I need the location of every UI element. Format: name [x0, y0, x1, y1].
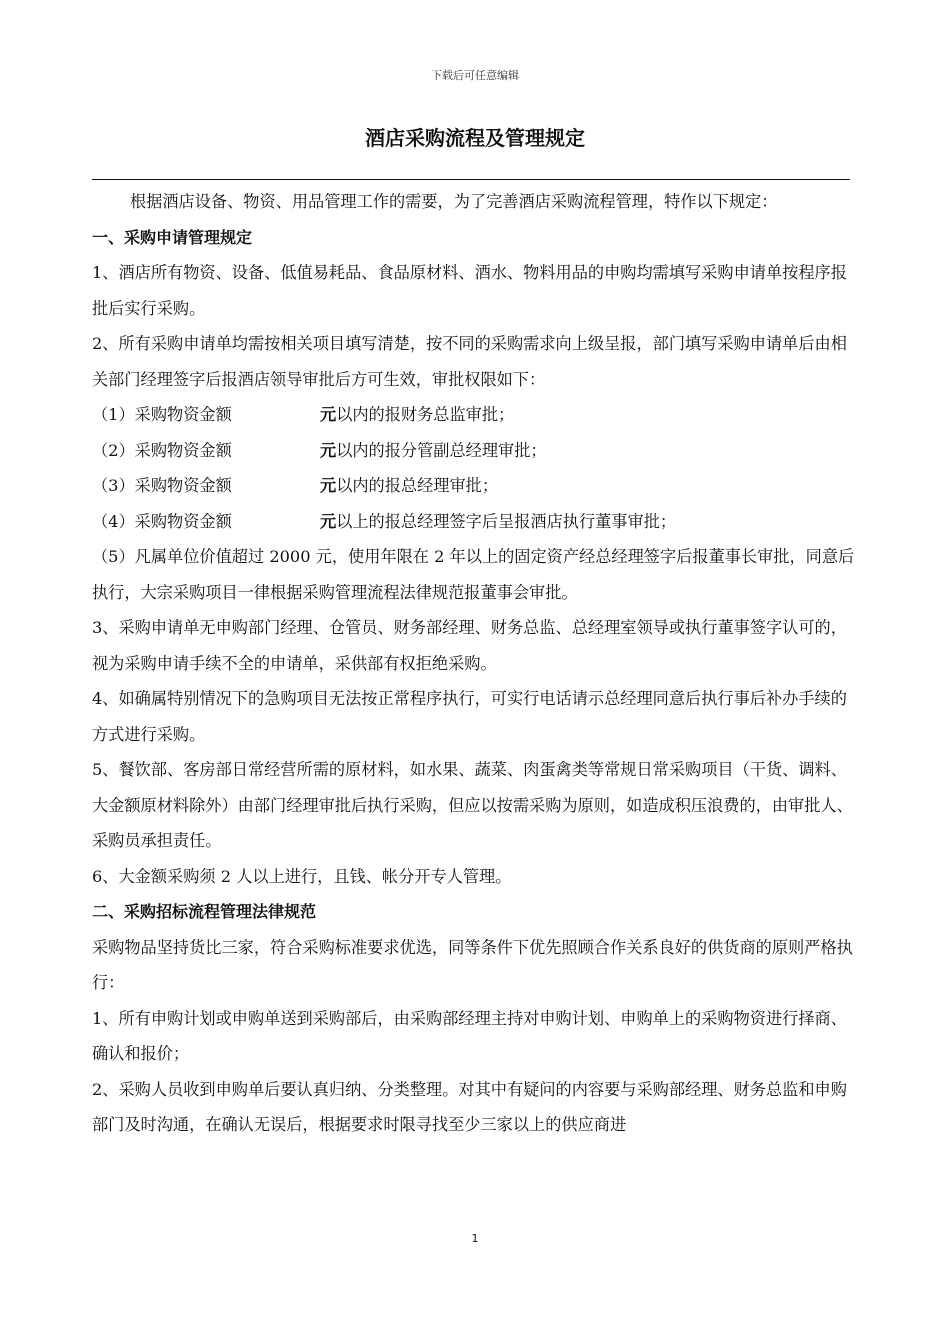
page-number: 1: [471, 1232, 479, 1245]
tier-label: （4）采购物资金额: [92, 511, 232, 531]
tier-text: 以内的报总经理审批；: [336, 476, 499, 495]
tier-unit: 元: [320, 440, 337, 460]
tier-unit: 元: [320, 511, 337, 531]
title-divider: [92, 179, 850, 180]
tier-text: 以上的报总经理签字后呈报酒店执行董事审批；: [336, 511, 677, 531]
section1-item-2: 2、所有采购申请单均需按相关项目填写清楚，按不同的采购需求向上级呈报，部门填写采购申请单后由相关部门经理签字后报酒店领导审批后方可生效，审批权限如下：: [92, 334, 847, 389]
section-heading-1: 一、采购申请管理规定: [92, 227, 253, 247]
tier-unit: 元: [320, 476, 337, 495]
section1-item-3: 3、采购申请单无申购部门经理、仓管员、财务部经理、财务总监、总经理室领导或执行董事签字认可的，视为采购申请手续不全的申请单，采供部有权拒绝采购。: [92, 618, 847, 673]
section1-item-5: 5、餐饮部、客房部日常经营所需的原材料，如水果、蔬菜、肉蛋禽类等常规日常采购项目（干货、调料、大金额原材料除外）由部门经理审批后执行采购，但应以按需采购为原则，如造成积压浪费的，由审批人、采购员承担责任。: [92, 760, 853, 850]
section1-item-4: 4、如确属特别情况下的急购项目无法按正常程序执行，可实行电话请示总经理同意后执行事后补办手续的方式进行采购。: [92, 689, 847, 744]
tier-text: 以内的报财务总监审批；: [336, 405, 515, 424]
tier-unit: 元: [320, 405, 337, 424]
approval-tier-3: [92, 468, 862, 504]
section1-item-6: 6、大金额采购须 2 人以上进行，且钱、帐分开专人管理。: [92, 866, 512, 886]
section-heading-2: 二、采购招标流程管理法律规范: [92, 902, 317, 921]
approval-tier-5: （5）凡属单位价值超过 2000 元，使用年限在 2 年以上的固定资产经总经理签字后报董事长审批，同意后执行，大宗采购项目一律根据采购管理流程法律规范报董事会审批。: [92, 547, 855, 602]
tier-label: （3）采购物资金额: [92, 476, 232, 495]
section2-intro: 采购物品坚持货比三家，符合采购标准要求优选，同等条件下优先照顾合作关系良好的供货商的原则严格执行：: [92, 937, 853, 992]
page-title: 酒店采购流程及管理规定: [365, 126, 585, 150]
tier-label: （1）采购物资金额: [92, 405, 232, 424]
approval-tier-2: [92, 433, 862, 469]
header-note: 下载后可任意编辑: [431, 69, 519, 82]
intro-paragraph: 根据酒店设备、物资、用品管理工作的需要，为了完善酒店采购流程管理，特作以下规定：: [130, 192, 778, 211]
approval-tier-1: [92, 397, 862, 433]
section1-item-1: 1、酒店所有物资、设备、低值易耗品、食品原材料、酒水、物料用品的申购均需填写采购申请单按程序报批后实行采购。: [92, 263, 847, 318]
document-body: [92, 184, 862, 1143]
approval-tier-4: [92, 504, 862, 540]
section2-item-2: 2、采购人员收到申购单后要认真归纳、分类整理。对其中有疑问的内容要与采购部经理、财务总监和申购部门及时沟通，在确认无误后，根据要求时限寻找至少三家以上的供应商进: [92, 1079, 847, 1134]
tier-label: （2）采购物资金额: [92, 440, 232, 460]
tier-text: 以内的报分管副总经理审批；: [336, 440, 547, 460]
section2-item-1: 1、所有申购计划或申购单送到采购部后，由采购部经理主持对申购计划、申购单上的采购物资进行择商、确认和报价；: [92, 1008, 847, 1063]
